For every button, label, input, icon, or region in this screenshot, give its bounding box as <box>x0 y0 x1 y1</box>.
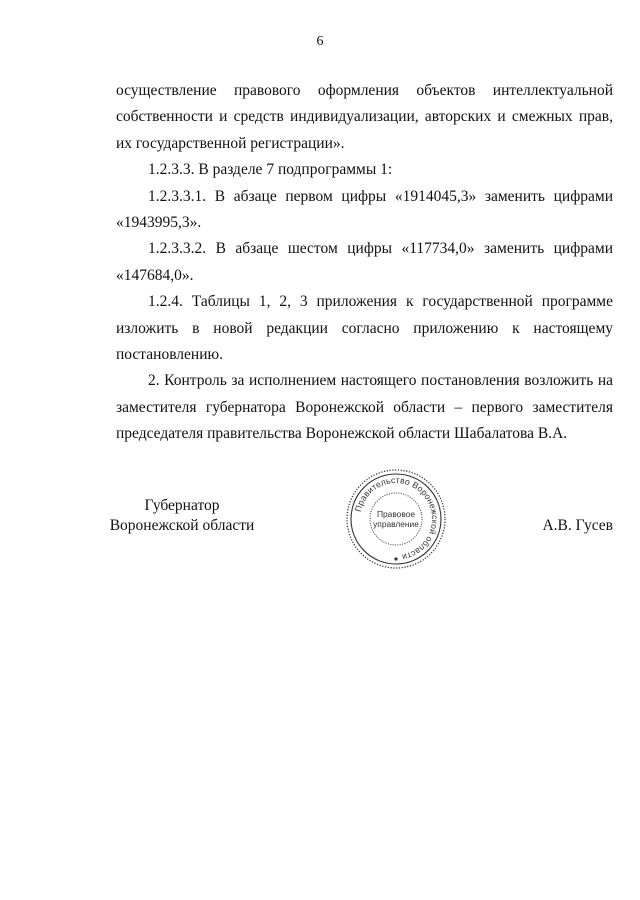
stamp-outer-text: Правительство Воронежской области <box>352 474 441 563</box>
paragraph-1-2-3-3-2: 1.2.3.3.2. В абзаце шестом цифры «117734,0» заменить цифрами «147684,0». <box>116 240 613 284</box>
stamp-bottom-dot <box>394 557 397 560</box>
stamp-center-line2: управление <box>373 519 419 529</box>
signatory-name: А.В. Гусев <box>542 517 613 534</box>
paragraph-1-2-4: 1.2.4. Таблицы 1, 2, 3 приложения к государственной программе изложить в новой редакции согласно приложению к настоящему постановлению. <box>116 293 613 364</box>
page-number: 6 <box>316 34 324 49</box>
paragraph-1-2-3-3: 1.2.3.3. В разделе 7 подпрограммы 1: <box>148 161 393 179</box>
paragraph-2-control: 2. Контроль за исполнением настоящего постановления возложить на заместителя губернатора Воронежской области – первого заместителя председателя правительства Воронежской области Шабалатова В.А. <box>116 372 613 443</box>
stamp-center-line1: Правовое <box>376 509 416 519</box>
signature-title-line1: Губернатор <box>144 497 220 514</box>
paragraph-continuation: осуществление правового оформления объектов интеллектуальной собственности и средств индивидуализации, авторских и смежных прав, их государственной регистрации». <box>116 82 613 152</box>
signature-title <box>107 496 257 536</box>
paragraph-1-2-3-3-1: 1.2.3.3.1. В абзаце первом цифры «1914045,3» заменить цифрами «1943995,3». <box>116 187 613 232</box>
signature-title-line2: Воронежской области <box>109 517 255 534</box>
document-body <box>116 78 613 448</box>
stamp-graphic <box>344 467 448 571</box>
official-stamp <box>344 467 448 571</box>
